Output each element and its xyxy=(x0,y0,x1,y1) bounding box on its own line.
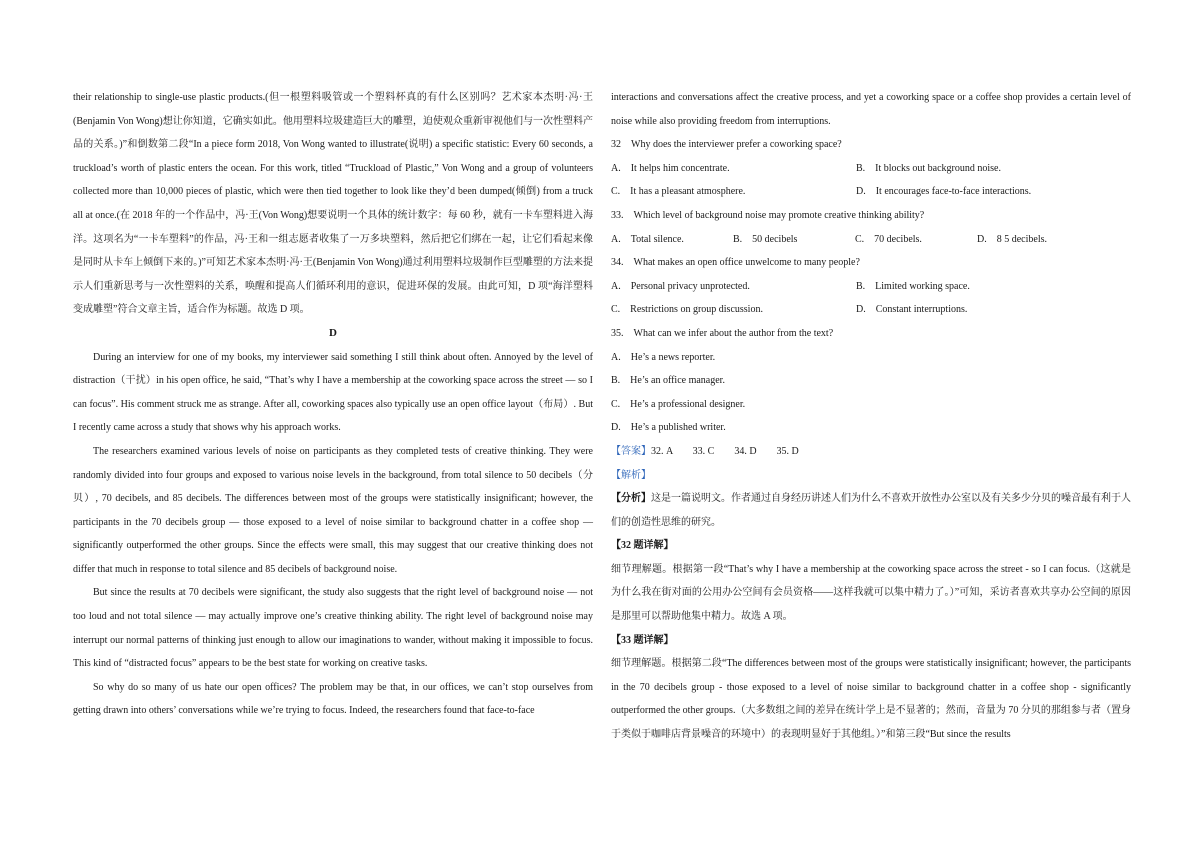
detail-33-label: 【33 题详解】 xyxy=(611,634,674,646)
option-a: A. Personal privacy unprotected. xyxy=(611,280,750,292)
question-33-stem: 33. Which level of background noise may promote creative thinking ability? xyxy=(611,209,925,221)
option-b: B. He’s an office manager. xyxy=(611,375,725,387)
question-33-options xyxy=(611,228,1131,252)
passage-paragraph-2: The researchers examined various levels of noise on participants as they completed tests of creative thinking. They were randomly divided into four groups and exposed to various noise levels in the background, from total silence to 50 decibels（分贝）, 70 decibels, and 85 decibels. The differences between most of the groups were statistically insignificant; however, the participants in the 70 decibels group — those exposed to a level of noise similar to background chatter in a coffee shop — significantly outperformed the other groups. Since the effects were small, this may suggest that our creative thinking does not differ that much in response to total silence and 85 decibels of background noise. xyxy=(73,445,593,575)
question-35-stem: 35. What can we infer about the author from the text? xyxy=(611,327,834,339)
option-c: C. Restrictions on group discussion. xyxy=(611,304,763,316)
option-d: D. He’s a published writer. xyxy=(611,422,726,434)
answer-line xyxy=(611,440,1131,464)
option-c: C. 70 decibels. xyxy=(855,233,922,245)
right-column xyxy=(611,86,1131,747)
option-b: B. Limited working space. xyxy=(856,280,970,292)
summary-text: 这是一篇说明文。作者通过自身经历讲述人们为什么不喜欢开放性办公室以及有关多少分贝的噪音最有利于人们的创造性思维的研究。 xyxy=(611,493,1131,528)
analysis-label: 【解析】 xyxy=(611,469,651,481)
option-b: B. It blocks out background noise. xyxy=(856,162,1001,174)
detail-33-text: 细节理解题。根据第二段“The differences between most of the groups were statistically insignificant; however, the participants in the 70 decibels group - those exposed to a level of noise similar to background chatter in a coffee shop - significantly outperformed the other groups.（大多数组之间的差异在统计学上是不显著的；然而，音量为 70 分贝的那组参与者（置身于类似于咖啡店背景噪音的环境中）的表现明显好于其他组。）”和第三段“But since the results xyxy=(611,658,1131,741)
summary-label: 【分析】 xyxy=(611,493,651,505)
summary-paragraph xyxy=(611,487,1131,534)
option-b: B. 50 decibels xyxy=(733,233,798,245)
option-a: A. It helps him concentrate. xyxy=(611,162,730,174)
option-a: A. He’s a news reporter. xyxy=(611,351,716,363)
detail-32-label: 【32 题详解】 xyxy=(611,540,674,552)
passage-paragraph-3: But since the results at 70 decibels were significant, the study also suggests that the right level of background noise — not too loud and not total silence — may actually improve one’s creative thinking ability. The right level of background noise may interrupt our normal patterns of thinking just enough to allow our imaginations to wander, without making it impossible to focus. This kind of “distracted focus” appears to be the best state for working on creative tasks. xyxy=(73,587,593,670)
passage-paragraph-1: During an interview for one of my books, my interviewer said something I still think about often. Annoyed by the level of distraction（干扰）in his open office, he said, “That’s why I have a membership at the coworking space across the street — so I can focus”. His comment struck me as strange. After all, coworking spaces also typically use an open office layout（布局）. But I recently came across a study that shows why his approach works. xyxy=(73,351,593,434)
detail-32-text: 细节理解题。根据第一段“That’s why I have a membership at the coworking space across the street - so I can focus.（这就是为什么我在街对面的公用办公空间有会员资格——这样我就可以集中精力了。）”可知，采访者喜欢共享办公空间的原因是那里可以帮助他集中精力。故选 A 项。 xyxy=(611,563,1131,623)
intro-paragraph: their relationship to single-use plastic products.(但一根塑料吸管或一个塑料杯真的有什么区别吗？艺术家本杰明·冯·王(Benjamin Von Wong)想让你知道，它确实如此。他用塑料垃圾建造巨大的雕塑，迫使观众重新审视他们与一次性塑料产品的关系。)”和倒数第二段“In a piece form 2018, Von Wong wanted to illustrate(说明) a specific statistic: Every 60 seconds, a truckload’s worth of plastic enters the ocean. For this work, titled “Truckload of Plastic,” Von Wong and a group of volunteers collected more than 10,000 pieces of plastic, which were then tied together to look like they’d been dumped(倾倒) from a truck all at once.(在 2018 年的一个作品中，冯·王(Von Wong)想要说明一个具体的统计数字：每 60 秒，就有一卡车塑料进入海洋。这项名为“一卡车塑料”的作品，冯·王和一组志愿者收集了一万多块塑料，然后把它们绑在一起，让它们看起来像是同时从卡车上倾倒下来的。)”可知艺术家本杰明·冯·王(Benjamin Von Wong)通过利用塑料垃圾制作巨型雕塑的方法来提示人们重新思考与一次性塑料的关系，唤醒和提高人们循环利用的意识，促进环保的发展。由此可知，D 项“海洋塑料变成雕塑”符合文章主旨，适合作为标题。故选 D 项。 xyxy=(73,92,593,316)
option-d: D. It encourages face-to-face interactions. xyxy=(856,186,1032,198)
question-32-options xyxy=(611,157,1131,204)
answer-text: 32. A 33. C 34. D 35. D xyxy=(651,445,799,457)
question-34-stem: 34. What makes an open office unwelcome to many people? xyxy=(611,257,860,269)
section-heading: D xyxy=(329,326,337,339)
left-column xyxy=(73,86,593,723)
option-c: C. He’s a professional designer. xyxy=(611,398,746,410)
question-32-stem: 32 Why does the interviewer prefer a coworking space? xyxy=(611,139,842,151)
question-34-options xyxy=(611,275,1131,322)
option-d: D. 8 5 decibels. xyxy=(977,233,1047,245)
passage-paragraph-4: So why do so many of us hate our open offices? The problem may be that, in our offices, we can’t stop ourselves from getting drawn into others’ conversations while we’re trying to focus. Indeed, the researchers found that face-to-face xyxy=(73,681,593,717)
option-d: D. Constant interruptions. xyxy=(856,304,968,316)
option-c: C. It has a pleasant atmosphere. xyxy=(611,186,746,198)
passage-continuation: interactions and conversations affect the creative process, and yet a coworking space or a coffee shop provides a certain level of noise while also providing freedom from interruptions. xyxy=(611,92,1131,127)
option-a: A. Total silence. xyxy=(611,233,684,245)
answer-label: 【答案】 xyxy=(611,445,651,457)
